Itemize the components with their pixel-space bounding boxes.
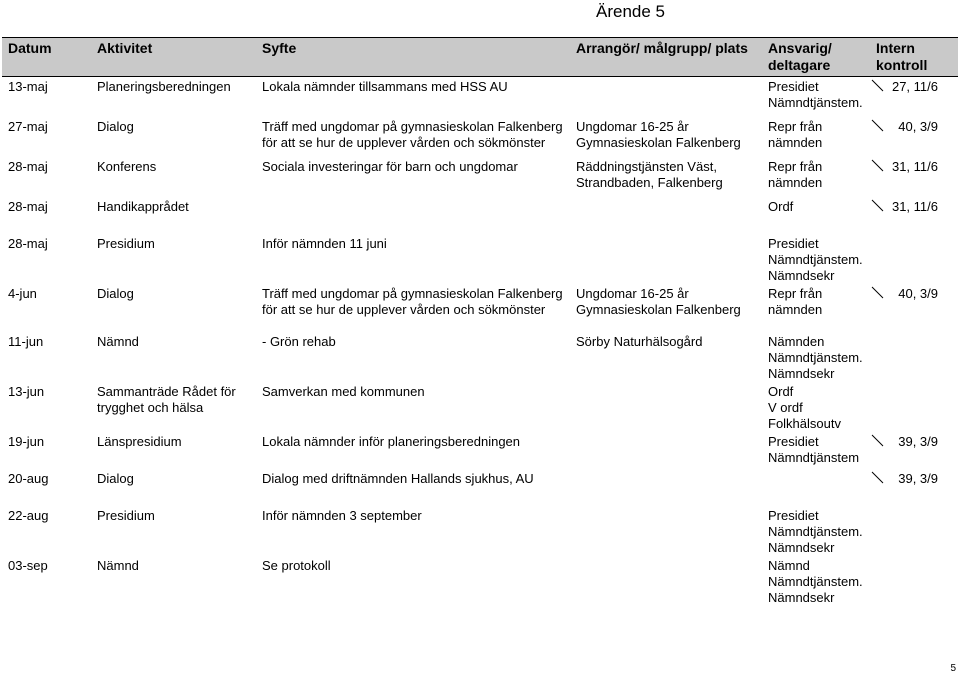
cell-text: 19-jun (8, 433, 45, 449)
cell-ansvarig (762, 332, 870, 382)
cell-text: 13-maj (8, 79, 48, 94)
cell-kontroll (870, 506, 958, 556)
cell-syfte (256, 77, 570, 117)
header-arrangor: Arrangör/ målgrupp/ plats (570, 38, 762, 77)
cell-syfte (256, 469, 570, 506)
cell-text: 22-aug (8, 507, 49, 523)
cell-text: Presidium (97, 507, 155, 523)
cell-text: - Grön rehab (262, 333, 336, 349)
table-row (2, 469, 958, 506)
page-number: 5 (950, 663, 956, 674)
cell-kontroll (870, 197, 958, 234)
cell-datum (2, 382, 91, 432)
cell-ansvarig (762, 197, 870, 234)
table-row (2, 284, 958, 332)
cell-text: 27-maj (8, 118, 48, 134)
cell-text: 40, 3/9 (898, 118, 938, 134)
cell-text: 20-aug (8, 470, 49, 486)
cell-ansvarig (762, 432, 870, 469)
header-ansvarig: Ansvarig/ deltagare (762, 38, 870, 77)
cell-text: 28-maj (8, 235, 48, 251)
cell-text: Presidiet Nämndtjänstem. Nämndsekr (768, 235, 863, 283)
cell-text: Dialog med driftnämnden Hallands sjukhus, AU (262, 470, 534, 486)
cell-kontroll (870, 234, 958, 284)
cell-text: Räddningstjänsten Väst, Strandbaden, Falkenberg (576, 158, 723, 190)
cell-datum (2, 469, 91, 506)
cell-kontroll (870, 332, 958, 382)
table-row (2, 382, 958, 432)
cell-syfte (256, 197, 570, 234)
cell-text: Konferens (97, 158, 157, 174)
cell-datum (2, 506, 91, 556)
cell-text: Nämnd (97, 333, 139, 349)
table-row (2, 117, 958, 157)
cell-datum (2, 117, 91, 157)
table-row (2, 77, 958, 117)
cell-syfte (256, 117, 570, 157)
cell-ansvarig (762, 506, 870, 556)
cell-text: 11-jun (8, 333, 44, 349)
diagonal-marker-icon (871, 199, 884, 212)
cell-syfte (256, 382, 570, 432)
table-row (2, 432, 958, 469)
diagonal-marker-icon (871, 434, 884, 447)
cell-ansvarig (762, 469, 870, 506)
cell-text: Handikapprådet (97, 198, 189, 214)
cell-syfte (256, 506, 570, 556)
cell-arrangor (570, 77, 762, 117)
cell-kontroll (870, 77, 958, 117)
cell-kontroll (870, 157, 958, 197)
cell-text: 39, 3/9 (898, 433, 938, 449)
cell-text: 39, 3/9 (898, 470, 938, 486)
cell-text: Presidiet Nämndtjänstem. (768, 79, 863, 110)
cell-aktivitet (91, 556, 256, 606)
table-row (2, 556, 958, 606)
cell-text: Lokala nämnder tillsammans med HSS AU (262, 79, 508, 94)
header-kontroll: Intern kontroll (870, 38, 958, 77)
cell-arrangor (570, 234, 762, 284)
cell-text: 4-jun (8, 285, 37, 301)
cell-text: Sörby Naturhälsogård (576, 333, 703, 349)
cell-datum (2, 77, 91, 117)
document-title: Ärende 5 (596, 2, 665, 21)
cell-aktivitet (91, 432, 256, 469)
cell-datum (2, 332, 91, 382)
cell-text: Ungdomar 16-25 år Gymnasieskolan Falkenberg (576, 118, 741, 150)
cell-aktivitet (91, 506, 256, 556)
cell-kontroll (870, 382, 958, 432)
cell-text: Planeringsberedningen (97, 79, 231, 94)
cell-syfte (256, 332, 570, 382)
cell-text: Repr från nämnden (768, 118, 823, 150)
cell-text: 13-jun (8, 383, 45, 399)
diagonal-marker-icon (871, 119, 884, 132)
diagonal-marker-icon (871, 79, 884, 92)
cell-arrangor (570, 382, 762, 432)
cell-text: Samverkan med kommunen (262, 383, 425, 399)
table-row (2, 197, 958, 234)
cell-arrangor (570, 332, 762, 382)
cell-text: Dialog (97, 118, 134, 134)
header-datum: Datum (2, 38, 91, 77)
cell-datum (2, 197, 91, 234)
cell-syfte (256, 556, 570, 606)
cell-syfte (256, 234, 570, 284)
cell-text: Se protokoll (262, 557, 331, 573)
cell-kontroll (870, 432, 958, 469)
cell-ansvarig (762, 157, 870, 197)
cell-aktivitet (91, 77, 256, 117)
activity-table (2, 37, 958, 606)
diagonal-marker-icon (871, 159, 884, 172)
cell-datum (2, 234, 91, 284)
header-aktivitet: Aktivitet (91, 38, 256, 77)
cell-text: Sammanträde Rådet för trygghet och hälsa (97, 383, 236, 415)
table-row (2, 157, 958, 197)
cell-aktivitet (91, 332, 256, 382)
cell-datum (2, 284, 91, 332)
cell-text: 28-maj (8, 198, 48, 214)
cell-text: Länspresidium (97, 433, 182, 449)
cell-text: Inför nämnden 3 september (262, 507, 422, 523)
cell-text: Nämnd Nämndtjänstem. Nämndsekr (768, 557, 863, 605)
cell-kontroll (870, 117, 958, 157)
cell-ansvarig (762, 284, 870, 332)
cell-ansvarig (762, 234, 870, 284)
cell-text: Träff med ungdomar på gymnasieskolan Falkenberg för att se hur de upplever vården och sökmönster (262, 285, 563, 317)
cell-datum (2, 432, 91, 469)
cell-arrangor (570, 117, 762, 157)
cell-ansvarig (762, 77, 870, 117)
cell-ansvarig (762, 382, 870, 432)
cell-text: 03-sep (8, 557, 48, 573)
cell-datum (2, 157, 91, 197)
header-syfte: Syfte (256, 38, 570, 77)
cell-arrangor (570, 432, 762, 469)
cell-text: Ordf V ordf Folkhälsoutv (768, 383, 841, 431)
cell-text: Sociala investeringar för barn och ungdomar (262, 158, 518, 174)
cell-text: Inför nämnden 11 juni (262, 235, 387, 251)
cell-arrangor (570, 197, 762, 234)
cell-text: Presidium (97, 235, 155, 251)
cell-arrangor (570, 157, 762, 197)
table-row (2, 234, 958, 284)
cell-text: Repr från nämnden (768, 285, 823, 317)
cell-aktivitet (91, 117, 256, 157)
cell-text: Ungdomar 16-25 år Gymnasieskolan Falkenberg (576, 285, 741, 317)
cell-text: Nämnden Nämndtjänstem. Nämndsekr (768, 333, 863, 381)
cell-arrangor (570, 284, 762, 332)
cell-text: 28-maj (8, 158, 48, 174)
cell-text: 40, 3/9 (898, 285, 938, 301)
cell-text: Dialog (97, 285, 134, 301)
cell-datum (2, 556, 91, 606)
cell-text: 31, 11/6 (891, 198, 938, 214)
table-row (2, 506, 958, 556)
header-row (2, 38, 958, 77)
cell-text: Träff med ungdomar på gymnasieskolan Falkenberg för att se hur de upplever vården och sökmönster (262, 118, 563, 150)
cell-aktivitet (91, 197, 256, 234)
cell-kontroll (870, 469, 958, 506)
cell-syfte (256, 432, 570, 469)
cell-text: Nämnd (97, 557, 139, 573)
cell-text: 27, 11/6 (891, 79, 938, 94)
cell-kontroll (870, 556, 958, 606)
cell-aktivitet (91, 382, 256, 432)
cell-aktivitet (91, 234, 256, 284)
cell-text: Presidiet Nämndtjänstem (768, 433, 860, 465)
cell-text: 31, 11/6 (891, 158, 938, 174)
cell-aktivitet (91, 469, 256, 506)
diagonal-marker-icon (871, 286, 884, 299)
cell-ansvarig (762, 117, 870, 157)
cell-arrangor (570, 506, 762, 556)
cell-arrangor (570, 556, 762, 606)
cell-aktivitet (91, 284, 256, 332)
table-row (2, 332, 958, 382)
cell-text: Ordf (768, 198, 794, 214)
cell-text: Repr från nämnden (768, 158, 823, 190)
cell-text: Lokala nämnder inför planeringsberedningen (262, 433, 521, 449)
diagonal-marker-icon (871, 471, 884, 484)
cell-aktivitet (91, 157, 256, 197)
cell-text: Dialog (97, 470, 134, 486)
cell-arrangor (570, 469, 762, 506)
cell-ansvarig (762, 556, 870, 606)
cell-kontroll (870, 284, 958, 332)
cell-syfte (256, 157, 570, 197)
cell-text: Presidiet Nämndtjänstem. Nämndsekr (768, 507, 863, 555)
cell-syfte (256, 284, 570, 332)
